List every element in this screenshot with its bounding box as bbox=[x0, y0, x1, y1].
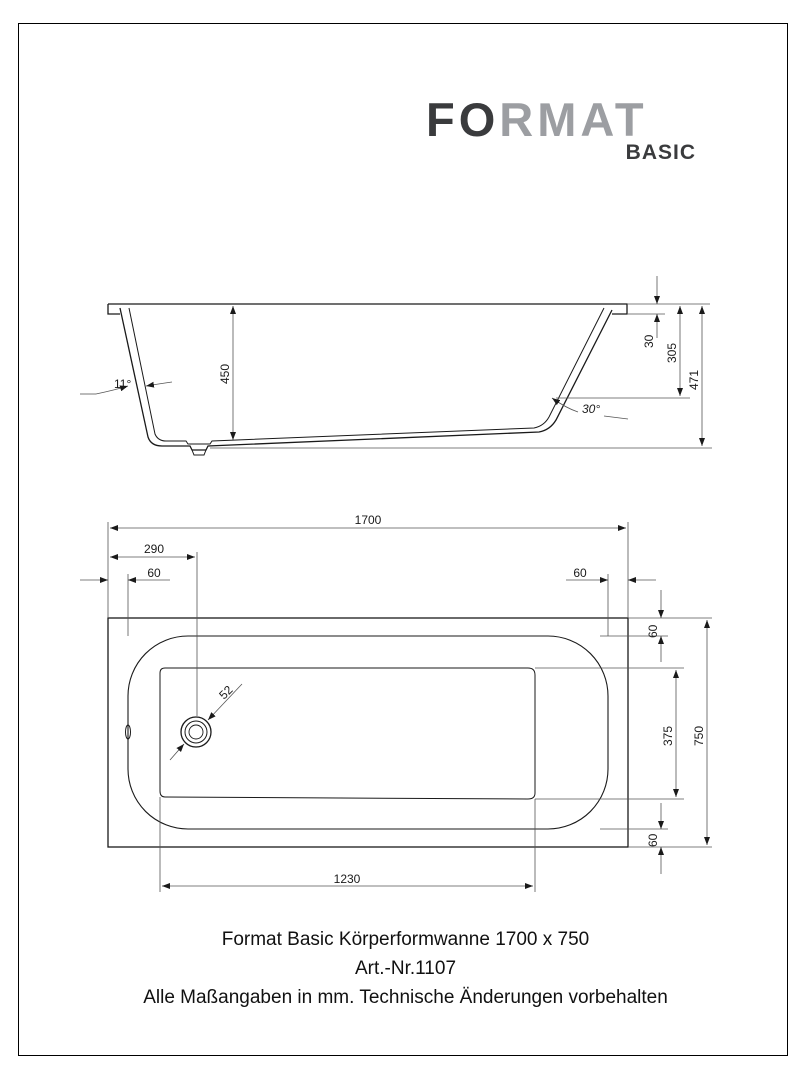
dim-bottom-rim: 60 bbox=[646, 833, 660, 847]
side-rim bbox=[108, 304, 627, 314]
dim-rim-height: 30 bbox=[642, 334, 656, 348]
top-dimension-labels bbox=[144, 513, 706, 886]
dim-length: 1700 bbox=[354, 513, 382, 527]
caption-article-number: Art.-Nr.1107 bbox=[354, 958, 457, 979]
dim-inner-width: 375 bbox=[661, 725, 675, 746]
side-inner-shell bbox=[129, 308, 604, 444]
dim-inner-depth: 450 bbox=[218, 363, 232, 384]
drain-inner bbox=[189, 725, 203, 739]
top-view bbox=[108, 618, 628, 847]
top-basin-floor bbox=[160, 668, 535, 799]
dim-drain-position: 290 bbox=[143, 542, 165, 556]
side-dimension-labels bbox=[114, 334, 701, 416]
dim-inner-length: 1230 bbox=[333, 872, 361, 886]
side-outer-shell bbox=[120, 308, 612, 450]
dim-right-rim: 60 bbox=[573, 566, 587, 580]
side-drain bbox=[192, 450, 206, 455]
dim-left-rim: 60 bbox=[147, 566, 161, 580]
logo-letters-rmat: RMAT bbox=[499, 93, 648, 146]
dim-total-height: 471 bbox=[687, 369, 701, 390]
logo-letter-o: O bbox=[458, 93, 500, 146]
logo-subtitle: BASIC bbox=[625, 141, 696, 164]
dim-back-angle: 30° bbox=[582, 402, 601, 416]
logo-letter-f: F bbox=[426, 93, 459, 146]
dim-total-width: 750 bbox=[692, 725, 706, 746]
dim-drain-diameter: 52 bbox=[216, 682, 236, 703]
top-dimensions bbox=[80, 522, 712, 892]
top-inner-rim bbox=[128, 636, 608, 829]
drain-mid bbox=[185, 721, 207, 743]
top-outer-rim bbox=[108, 618, 628, 847]
dim-rear-height: 305 bbox=[665, 342, 679, 363]
dim-top-rim: 60 bbox=[646, 624, 660, 638]
side-dimensions bbox=[80, 276, 712, 448]
caption-product-name: Format Basic Körperformwanne 1700 x 750 bbox=[221, 929, 590, 950]
caption-disclaimer: Alle Maßangaben in mm. Technische Änderungen vorbehalten bbox=[143, 987, 668, 1008]
side-view bbox=[108, 304, 627, 455]
dim-foot-angle: 11° bbox=[114, 377, 132, 391]
